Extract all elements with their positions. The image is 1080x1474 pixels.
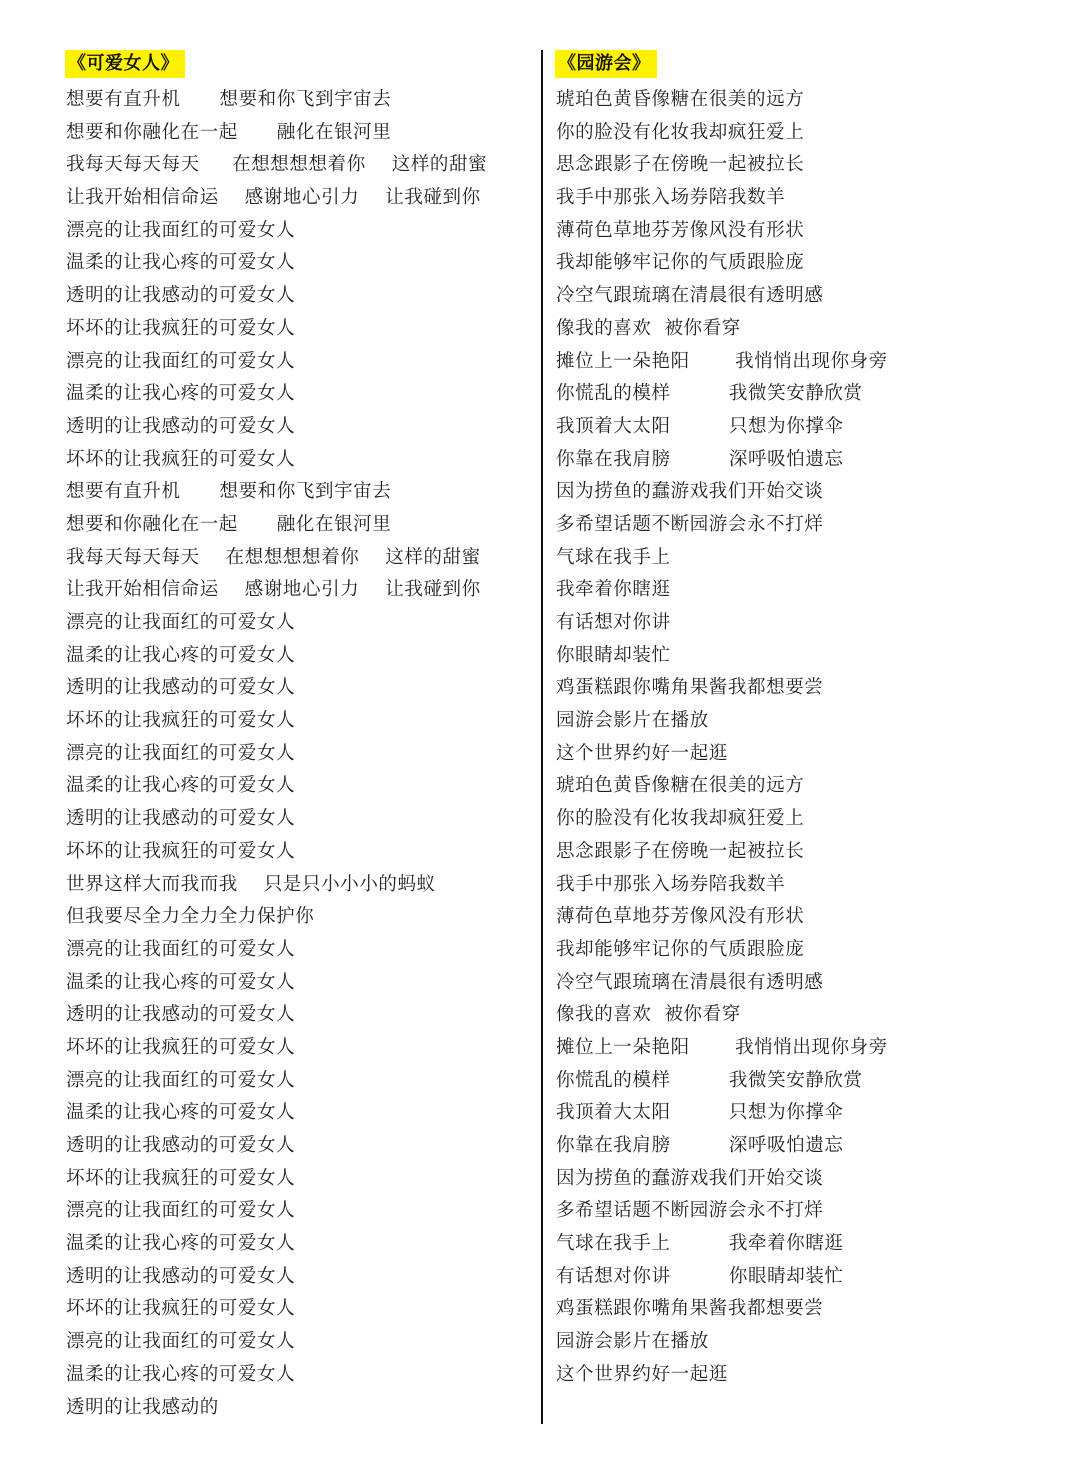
lyric-line: 温柔的让我心疼的可爱女人 xyxy=(66,1233,296,1255)
lyric-line: 世界这样大而我而我 只是只小小小的蚂蚁 xyxy=(66,873,436,895)
lyric-line: 让我开始相信命运 感谢地心引力 让我碰到你 xyxy=(66,187,481,209)
lyric-line: 让我开始相信命运 感谢地心引力 让我碰到你 xyxy=(66,579,481,601)
lyric-line: 你的脸没有化妆我却疯狂爱上 xyxy=(556,808,805,830)
lyric-line: 漂亮的让我面红的可爱女人 xyxy=(66,612,296,633)
lyric-line: 温柔的让我心疼的可爱女人 xyxy=(66,1102,296,1124)
lyric-line: 你靠在我肩膀 深呼吸怕遗忘 xyxy=(556,1135,844,1156)
lyric-line: 多希望话题不断园游会永不打烊 xyxy=(556,1200,824,1222)
lyric-line: 坏坏的让我疯狂的可爱女人 xyxy=(66,840,296,862)
lyric-line: 坏坏的让我疯狂的可爱女人 xyxy=(66,1298,296,1320)
lyric-line: 薄荷色草地芬芳像风没有形状 xyxy=(556,219,805,241)
lyric-line: 坏坏的让我疯狂的可爱女人 xyxy=(66,1036,296,1058)
left-column xyxy=(66,50,536,1424)
lyric-line: 温柔的让我心疼的可爱女人 xyxy=(66,252,296,274)
lyric-line: 鸡蛋糕跟你嘴角果酱我都想要尝 xyxy=(556,677,824,699)
lyric-line: 我顶着大太阳 只想为你撑伞 xyxy=(556,415,844,437)
lyric-line: 坏坏的让我疯狂的可爱女人 xyxy=(66,710,296,732)
lyric-line: 透明的让我感动的可爱女人 xyxy=(66,1265,296,1287)
lyric-line: 有话想对你讲 xyxy=(556,612,671,633)
lyric-line: 温柔的让我心疼的可爱女人 xyxy=(66,971,296,993)
lyric-line: 像我的喜欢 被你看穿 xyxy=(556,317,741,339)
lyric-line: 薄荷色草地芬芳像风没有形状 xyxy=(556,906,805,928)
lyrics-list-right xyxy=(556,84,1056,1392)
lyric-line: 想要和你融化在一起 融化在银河里 xyxy=(66,513,392,535)
lyric-line: 我手中那张入场券陪我数羊 xyxy=(556,187,786,209)
lyric-line: 我每天每天每天 在想想想想着你 这样的甜蜜 xyxy=(66,154,488,176)
lyric-line: 透明的让我感动的 xyxy=(66,1396,219,1418)
lyric-line: 漂亮的让我面红的可爱女人 xyxy=(66,219,296,241)
lyric-line: 我每天每天每天 在想想想想着你 这样的甜蜜 xyxy=(66,546,481,568)
lyric-line: 你眼睛却装忙 xyxy=(556,644,671,666)
lyric-line: 多希望话题不断园游会永不打烊 xyxy=(556,513,824,535)
column-divider xyxy=(541,50,543,1424)
lyric-line: 想要有直升机 想要和你飞到宇宙去 xyxy=(66,481,392,503)
lyric-line: 坏坏的让我疯狂的可爱女人 xyxy=(66,317,296,339)
lyric-line: 我顶着大太阳 只想为你撑伞 xyxy=(556,1102,844,1124)
lyric-line: 想要有直升机 想要和你飞到宇宙去 xyxy=(66,89,392,110)
lyric-line: 但我要尽全力全力全力保护你 xyxy=(66,906,315,928)
lyric-line: 摊位上一朵艳阳 我悄悄出现你身旁 xyxy=(556,1036,888,1058)
lyric-line: 这个世界约好一起逛 xyxy=(556,1363,728,1385)
lyric-line: 想要和你融化在一起 融化在银河里 xyxy=(66,121,392,143)
lyric-line: 坏坏的让我疯狂的可爱女人 xyxy=(66,448,296,470)
lyric-line: 透明的让我感动的可爱女人 xyxy=(66,808,296,830)
lyric-line: 温柔的让我心疼的可爱女人 xyxy=(66,775,296,797)
lyric-line: 因为捞鱼的蠢游戏我们开始交谈 xyxy=(556,1167,824,1189)
lyric-line: 你靠在我肩膀 深呼吸怕遗忘 xyxy=(556,448,844,470)
lyric-line: 温柔的让我心疼的可爱女人 xyxy=(66,1363,296,1385)
lyric-line: 思念跟影子在傍晚一起被拉长 xyxy=(556,154,805,176)
lyric-line: 温柔的让我心疼的可爱女人 xyxy=(66,644,296,666)
lyric-line: 我手中那张入场券陪我数羊 xyxy=(556,873,786,895)
lyric-line: 冷空气跟琉璃在清晨很有透明感 xyxy=(556,285,824,307)
lyric-line: 漂亮的让我面红的可爱女人 xyxy=(66,1331,296,1353)
lyric-line: 因为捞鱼的蠢游戏我们开始交谈 xyxy=(556,481,824,503)
lyric-line: 鸡蛋糕跟你嘴角果酱我都想要尝 xyxy=(556,1298,824,1320)
lyric-line: 园游会影片在播放 xyxy=(556,710,709,732)
lyric-line: 透明的让我感动的可爱女人 xyxy=(66,285,296,307)
lyric-line: 我牵着你瞎逛 xyxy=(556,579,671,601)
lyric-line: 琥珀色黄昏像糖在很美的远方 xyxy=(556,775,805,797)
lyric-line: 漂亮的让我面红的可爱女人 xyxy=(66,1069,296,1091)
song-title-right: 《园游会》 xyxy=(555,50,657,78)
lyric-line: 透明的让我感动的可爱女人 xyxy=(66,1004,296,1026)
lyric-line: 这个世界约好一起逛 xyxy=(556,742,728,764)
right-column xyxy=(556,50,1056,1392)
lyric-line: 冷空气跟琉璃在清晨很有透明感 xyxy=(556,971,824,993)
lyric-line: 漂亮的让我面红的可爱女人 xyxy=(66,742,296,764)
lyric-line: 漂亮的让我面红的可爱女人 xyxy=(66,938,296,960)
song-title-left: 《可爱女人》 xyxy=(65,50,185,78)
lyric-line: 透明的让我感动的可爱女人 xyxy=(66,677,296,699)
lyric-line: 坏坏的让我疯狂的可爱女人 xyxy=(66,1167,296,1189)
lyric-line: 摊位上一朵艳阳 我悄悄出现你身旁 xyxy=(556,350,888,372)
lyric-line: 你的脸没有化妆我却疯狂爱上 xyxy=(556,121,805,143)
lyric-line: 琥珀色黄昏像糖在很美的远方 xyxy=(556,89,805,110)
lyric-line: 有话想对你讲 你眼睛却装忙 xyxy=(556,1265,844,1287)
lyric-line: 园游会影片在播放 xyxy=(556,1331,709,1353)
lyric-line: 我却能够牢记你的气质跟脸庞 xyxy=(556,938,805,960)
lyric-line: 透明的让我感动的可爱女人 xyxy=(66,1135,296,1156)
lyric-line: 像我的喜欢 被你看穿 xyxy=(556,1004,741,1026)
lyric-line: 透明的让我感动的可爱女人 xyxy=(66,415,296,437)
lyric-line: 思念跟影子在傍晚一起被拉长 xyxy=(556,840,805,862)
lyric-line: 温柔的让我心疼的可爱女人 xyxy=(66,383,296,405)
lyric-line: 我却能够牢记你的气质跟脸庞 xyxy=(556,252,805,274)
lyrics-list-left xyxy=(66,84,536,1424)
lyric-line: 气球在我手上 xyxy=(556,546,671,568)
lyric-line: 你慌乱的模样 我微笑安静欣赏 xyxy=(556,1069,863,1091)
lyric-line: 气球在我手上 我牵着你瞎逛 xyxy=(556,1233,844,1255)
lyric-line: 漂亮的让我面红的可爱女人 xyxy=(66,350,296,372)
lyric-line: 你慌乱的模样 我微笑安静欣赏 xyxy=(556,383,863,405)
lyric-line: 漂亮的让我面红的可爱女人 xyxy=(66,1200,296,1222)
